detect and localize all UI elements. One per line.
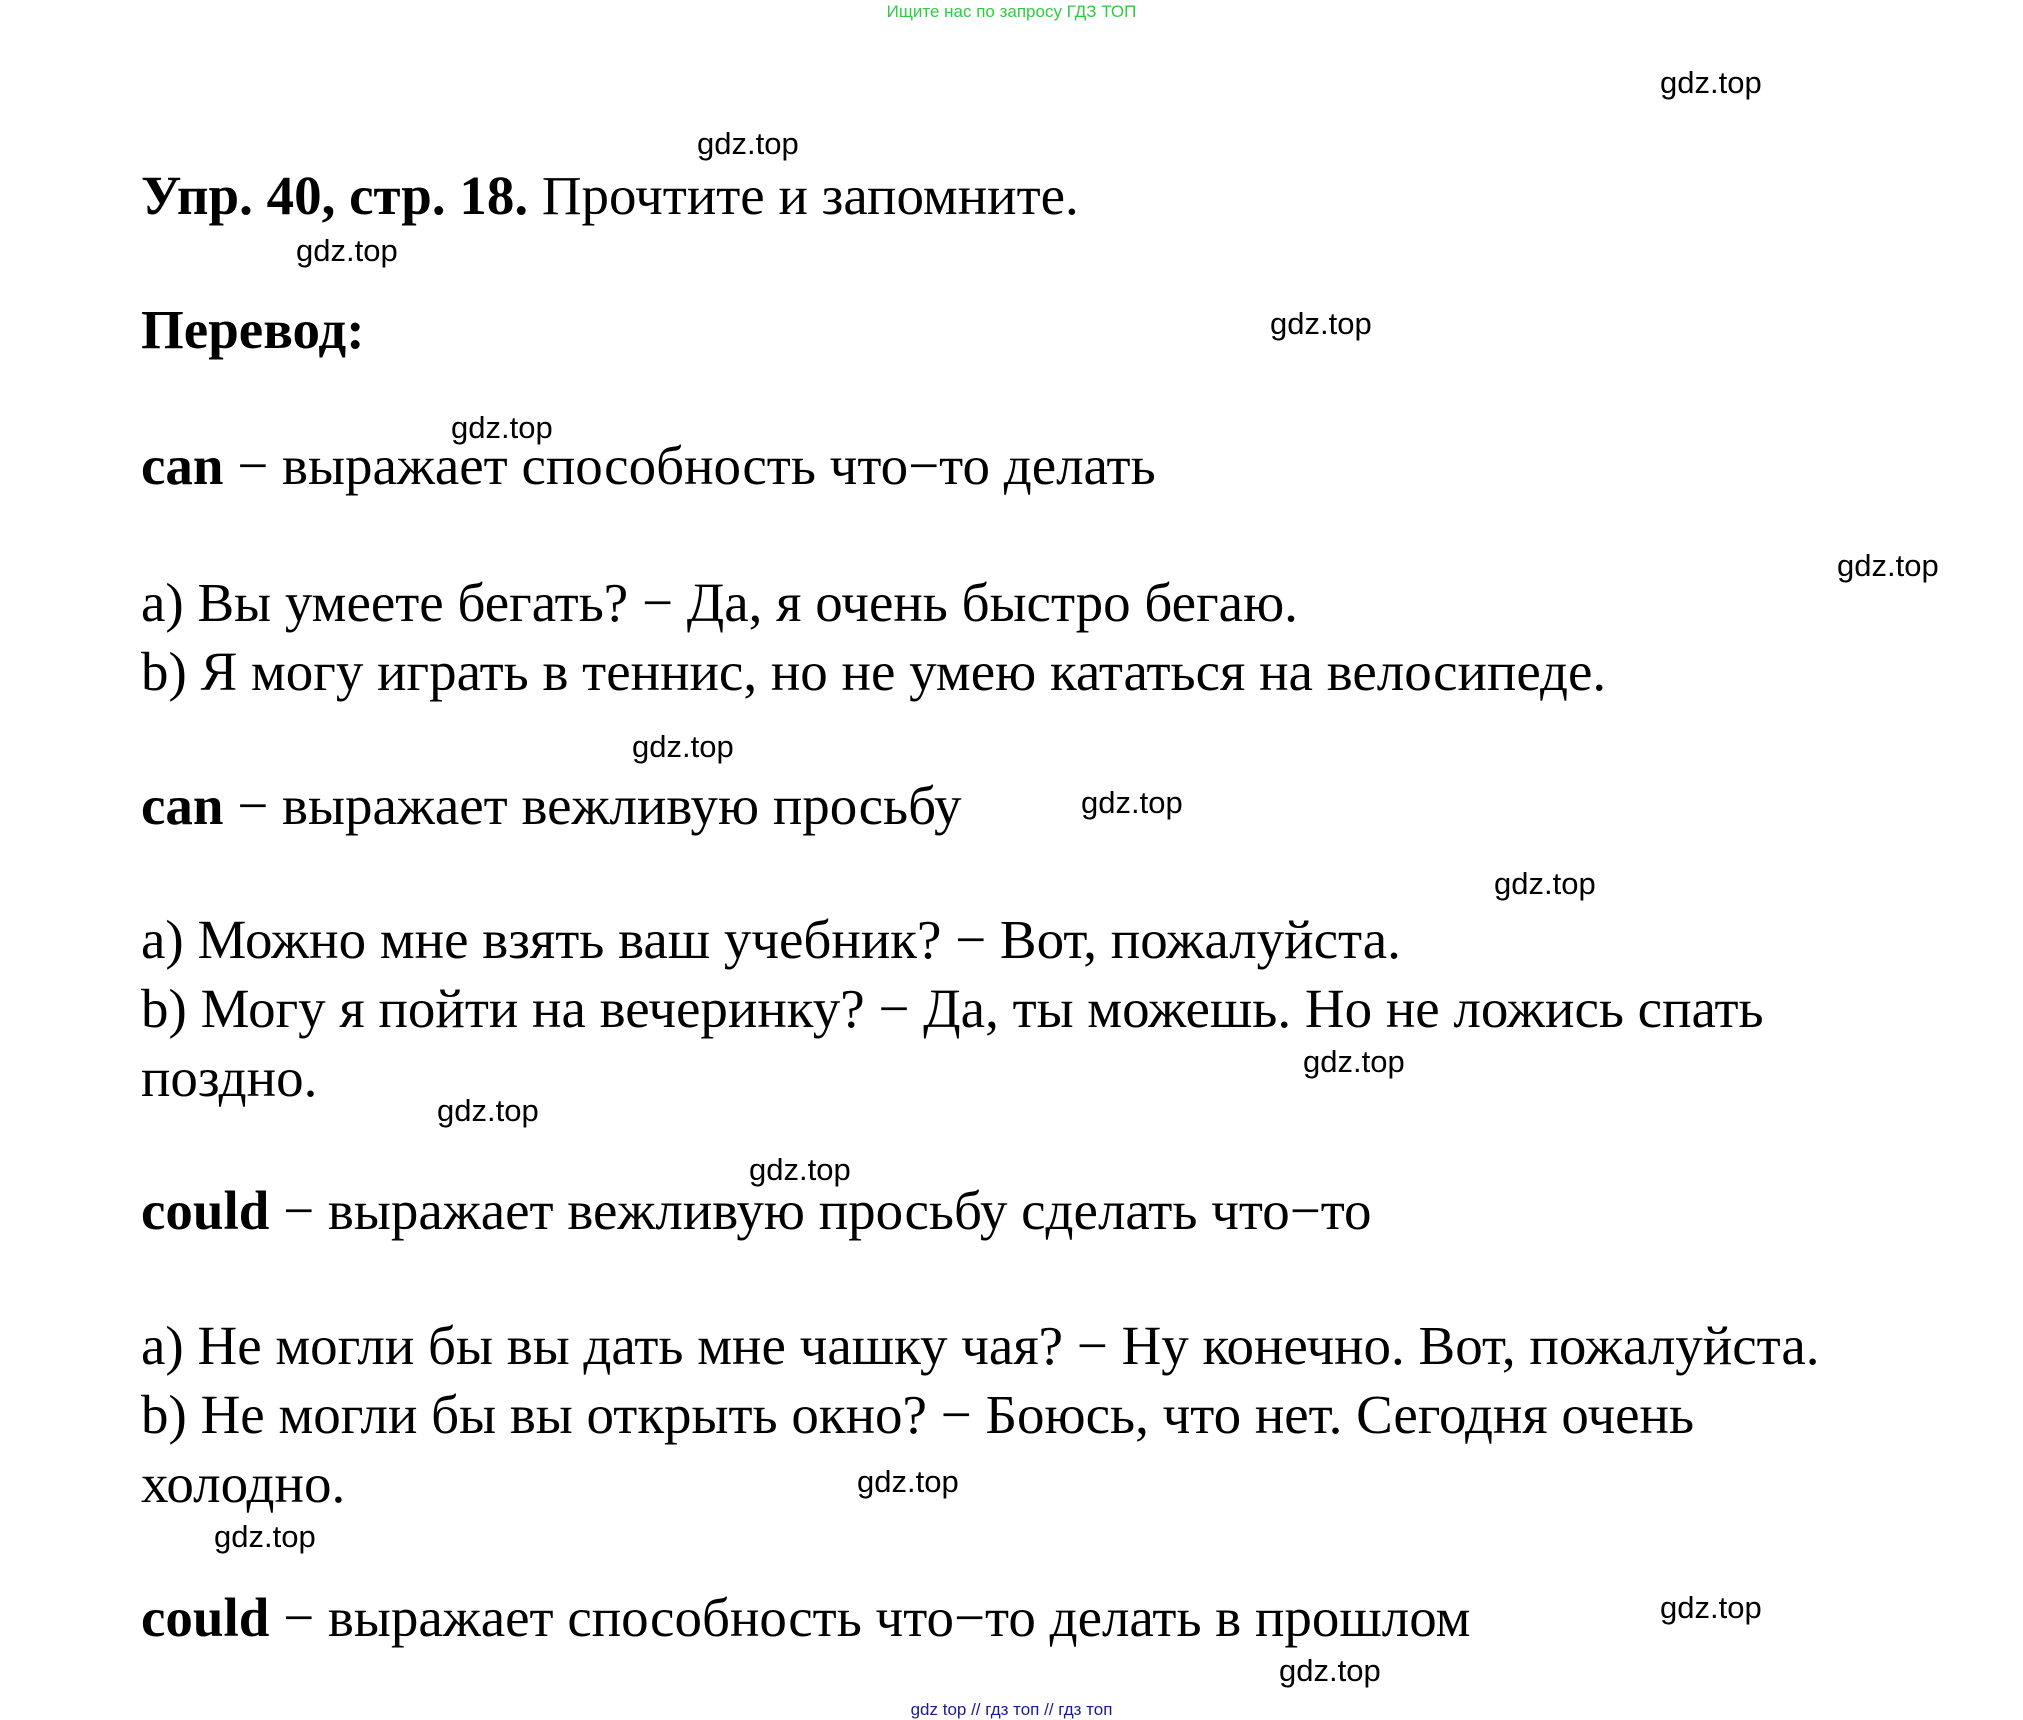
- watermark: gdz.top: [296, 233, 398, 268]
- footer-note: gdz top // гдз топ // гдз топ: [910, 1700, 1113, 1719]
- watermark: gdz.top: [749, 1152, 851, 1187]
- section-heading: [141, 775, 962, 836]
- definition: − выражает способность что−то делать в прошлом: [269, 1587, 1471, 1648]
- definition: − выражает вежливую просьбу: [223, 775, 962, 836]
- example-line: b) Могу я пойти на вечеринку? − Да, ты можешь. Но не ложись спать: [141, 978, 1764, 1039]
- watermark: gdz.top: [1494, 866, 1596, 901]
- example-line: b) Я могу играть в теннис, но не умею кататься на велосипеде.: [141, 641, 1607, 702]
- example-line: a) Можно мне взять ваш учебник? − Вот, пожалуйста.: [141, 909, 1401, 970]
- watermark: gdz.top: [1081, 785, 1183, 820]
- term: could: [141, 1180, 270, 1241]
- watermark: gdz.top: [1270, 306, 1372, 341]
- term: can: [141, 775, 224, 836]
- watermark: gdz.top: [1279, 1653, 1381, 1688]
- translation-label: Перевод:: [141, 299, 365, 360]
- term: can: [141, 435, 224, 496]
- watermark: gdz.top: [1660, 65, 1762, 100]
- exercise-title: [141, 165, 1079, 226]
- example-line: поздно.: [141, 1047, 318, 1108]
- example-line: b) Не могли бы вы открыть окно? − Боюсь, что нет. Сегодня очень: [141, 1384, 1695, 1445]
- watermark: gdz.top: [437, 1093, 539, 1128]
- watermark: gdz.top: [214, 1519, 316, 1554]
- watermark: gdz.top: [451, 410, 553, 445]
- watermark: gdz.top: [1303, 1044, 1405, 1079]
- watermark: gdz.top: [857, 1464, 959, 1499]
- watermark: gdz.top: [697, 126, 799, 161]
- definition: − выражает способность что−то делать: [223, 435, 1156, 496]
- exercise-number: Упр. 40, стр. 18.: [141, 165, 529, 226]
- section-heading: [141, 435, 1156, 496]
- example-line: холодно.: [141, 1453, 346, 1514]
- watermark: gdz.top: [1660, 1590, 1762, 1625]
- exercise-instruction: Прочтите и запомните.: [528, 165, 1079, 226]
- term: could: [141, 1587, 270, 1648]
- watermark: gdz.top: [1837, 548, 1939, 583]
- header-note: Ищите нас по запросу ГДЗ ТОП: [886, 2, 1137, 21]
- section-heading: [141, 1180, 1372, 1241]
- example-line: a) Не могли бы вы дать мне чашку чая? − Ну конечно. Вот, пожалуйста.: [141, 1315, 1820, 1376]
- example-line: a) Вы умеете бегать? − Да, я очень быстро бегаю.: [141, 572, 1298, 633]
- section-heading: [141, 1587, 1471, 1648]
- watermark: gdz.top: [632, 729, 734, 764]
- definition: − выражает вежливую просьбу сделать что−то: [269, 1180, 1372, 1241]
